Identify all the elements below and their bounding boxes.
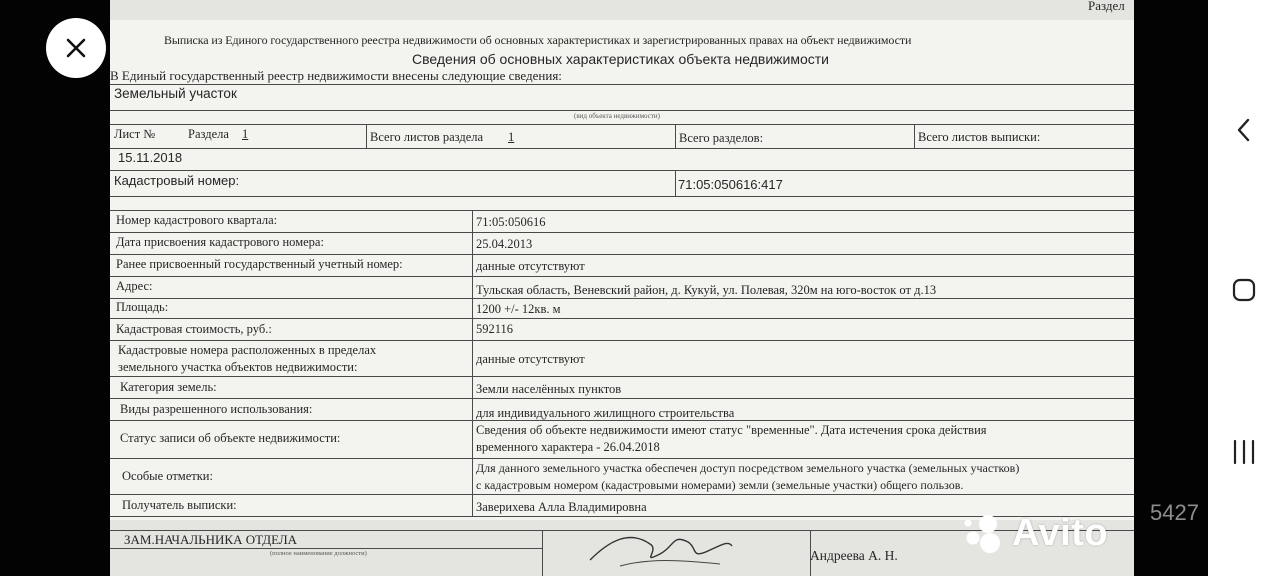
row-label: Дата присвоения кадастрового номера: — [116, 235, 324, 249]
row-value: Заверихева Алла Владимировна — [476, 500, 647, 514]
row-label: Кадастровые номера расположенных в пределах — [118, 343, 377, 357]
rule — [110, 232, 1134, 233]
chevron-left-icon — [1234, 116, 1254, 144]
close-icon — [65, 37, 87, 59]
avito-wordmark: Avito — [1012, 512, 1109, 554]
section-corner-label: Раздел — [1088, 0, 1125, 13]
section-value: 1 — [242, 127, 249, 141]
row-value: 1200 +/- 12кв. м — [476, 302, 561, 316]
rule — [110, 494, 1134, 495]
rule — [366, 124, 367, 148]
row-value: 71:05:050616 — [476, 215, 546, 229]
signer-name: Андреева А. Н. — [810, 548, 898, 563]
row-label: Ранее присвоенный государственный учетный номер: — [116, 257, 403, 271]
watermark-faint-id: 5427 — [1150, 500, 1199, 525]
rule — [110, 254, 1134, 255]
nav-home-button[interactable] — [1224, 270, 1264, 310]
rule — [675, 170, 676, 196]
row-value: для индивидуального жилищного строительства — [476, 406, 735, 420]
rule — [110, 170, 1134, 171]
rule — [110, 318, 1134, 319]
rule — [110, 84, 1134, 85]
row-label: Площадь: — [116, 300, 169, 314]
row-value: 25.04.2013 — [476, 237, 533, 251]
rule — [110, 148, 1134, 149]
row-value: Сведения об объекте недвижимости имеют статус "временные". Дата истечения срока действия — [476, 423, 987, 437]
rule — [675, 124, 676, 148]
row-value: Тульская область, Веневский район, д. Кукуй, ул. Полевая, 320м на юго-восток от д.13 — [476, 283, 937, 297]
object-type: Земельный участок — [114, 86, 237, 101]
total-section-sheets-value: 1 — [508, 130, 515, 144]
rule — [110, 276, 1134, 277]
row-label-line2: земельного участка объектов недвижимости: — [118, 360, 358, 374]
row-value-line2: с кадастровым номером (кадастровыми номерами) земли (земельные участки) общего пользов. — [476, 478, 964, 492]
total-sections-label: Всего разделов: — [679, 131, 764, 145]
document-photo — [110, 0, 1199, 576]
rule — [110, 210, 1134, 211]
avito-logo-icon — [962, 514, 1008, 554]
cadastral-number-value: 71:05:050616:417 — [678, 177, 783, 192]
rule — [110, 196, 1134, 197]
object-type-caption: (вид объекта недвижимости) — [574, 112, 660, 120]
recents-icon — [1231, 439, 1257, 465]
row-value: Для данного земельного участка обеспечен доступ посредством земельного участка (земельных участков) — [476, 461, 1020, 475]
row-label: Адрес: — [116, 279, 153, 293]
cadastral-number-label: Кадастровый номер: — [114, 173, 240, 188]
rule — [110, 420, 1134, 421]
close-button[interactable] — [46, 18, 106, 78]
row-label: Получатель выписки: — [122, 498, 237, 512]
row-label: Виды разрешенного использования: — [120, 402, 313, 416]
total-section-sheets-label: Всего листов раздела — [370, 130, 484, 144]
row-value: данные отсутствуют — [476, 352, 585, 366]
row-value: Земли населённых пунктов — [476, 382, 622, 396]
rule — [110, 110, 1134, 111]
nav-back-button[interactable] — [1224, 110, 1264, 150]
row-value: данные отсутствуют — [476, 259, 585, 273]
document-subtitle: Сведения об основных характеристиках объекта недвижимости — [412, 51, 829, 67]
sheet-number-label: Лист № — [114, 127, 156, 141]
row-label: Номер кадастрового квартала: — [116, 213, 278, 227]
rule — [110, 298, 1134, 299]
rule — [914, 124, 915, 148]
row-label: Статус записи об объекте недвижимости: — [120, 431, 341, 445]
rule — [110, 548, 542, 549]
row-label: Категория земель: — [120, 380, 217, 394]
footer-position-caption: (полное наименование должности) — [270, 550, 367, 557]
avito-watermark — [962, 512, 1108, 555]
row-label: Особые отметки: — [122, 469, 213, 483]
rule — [110, 340, 1134, 341]
total-extract-sheets-label: Всего листов выписки: — [918, 130, 1041, 144]
rule — [542, 530, 543, 576]
row-value-line2: временного характера - 26.04.2018 — [476, 440, 660, 454]
rule — [110, 124, 1134, 125]
home-square-icon — [1231, 277, 1257, 303]
photo-shadow-top — [110, 0, 1134, 20]
document-title: Выписка из Единого государственного реестра недвижимости об основных характеристиках и зарегистрированных правах на объект недвижимости — [164, 33, 912, 47]
footer-position: ЗАМ.НАЧАЛЬНИКА ОТДЕЛА — [124, 532, 298, 547]
rule — [110, 458, 1134, 459]
rule — [110, 398, 1134, 399]
rule — [472, 210, 473, 516]
row-value: 592116 — [476, 322, 514, 336]
section-label: Раздела — [188, 127, 229, 141]
row-label: Кадастровая стоимость, руб.: — [116, 322, 272, 336]
rule — [110, 376, 1134, 377]
android-navigation-bar — [1208, 0, 1280, 576]
nav-recents-button[interactable] — [1224, 432, 1264, 472]
signature — [580, 520, 740, 576]
extract-date: 15.11.2018 — [118, 150, 183, 165]
intro-line: В Единый государственный реестр недвижимости внесены следующие сведения: — [110, 68, 562, 83]
